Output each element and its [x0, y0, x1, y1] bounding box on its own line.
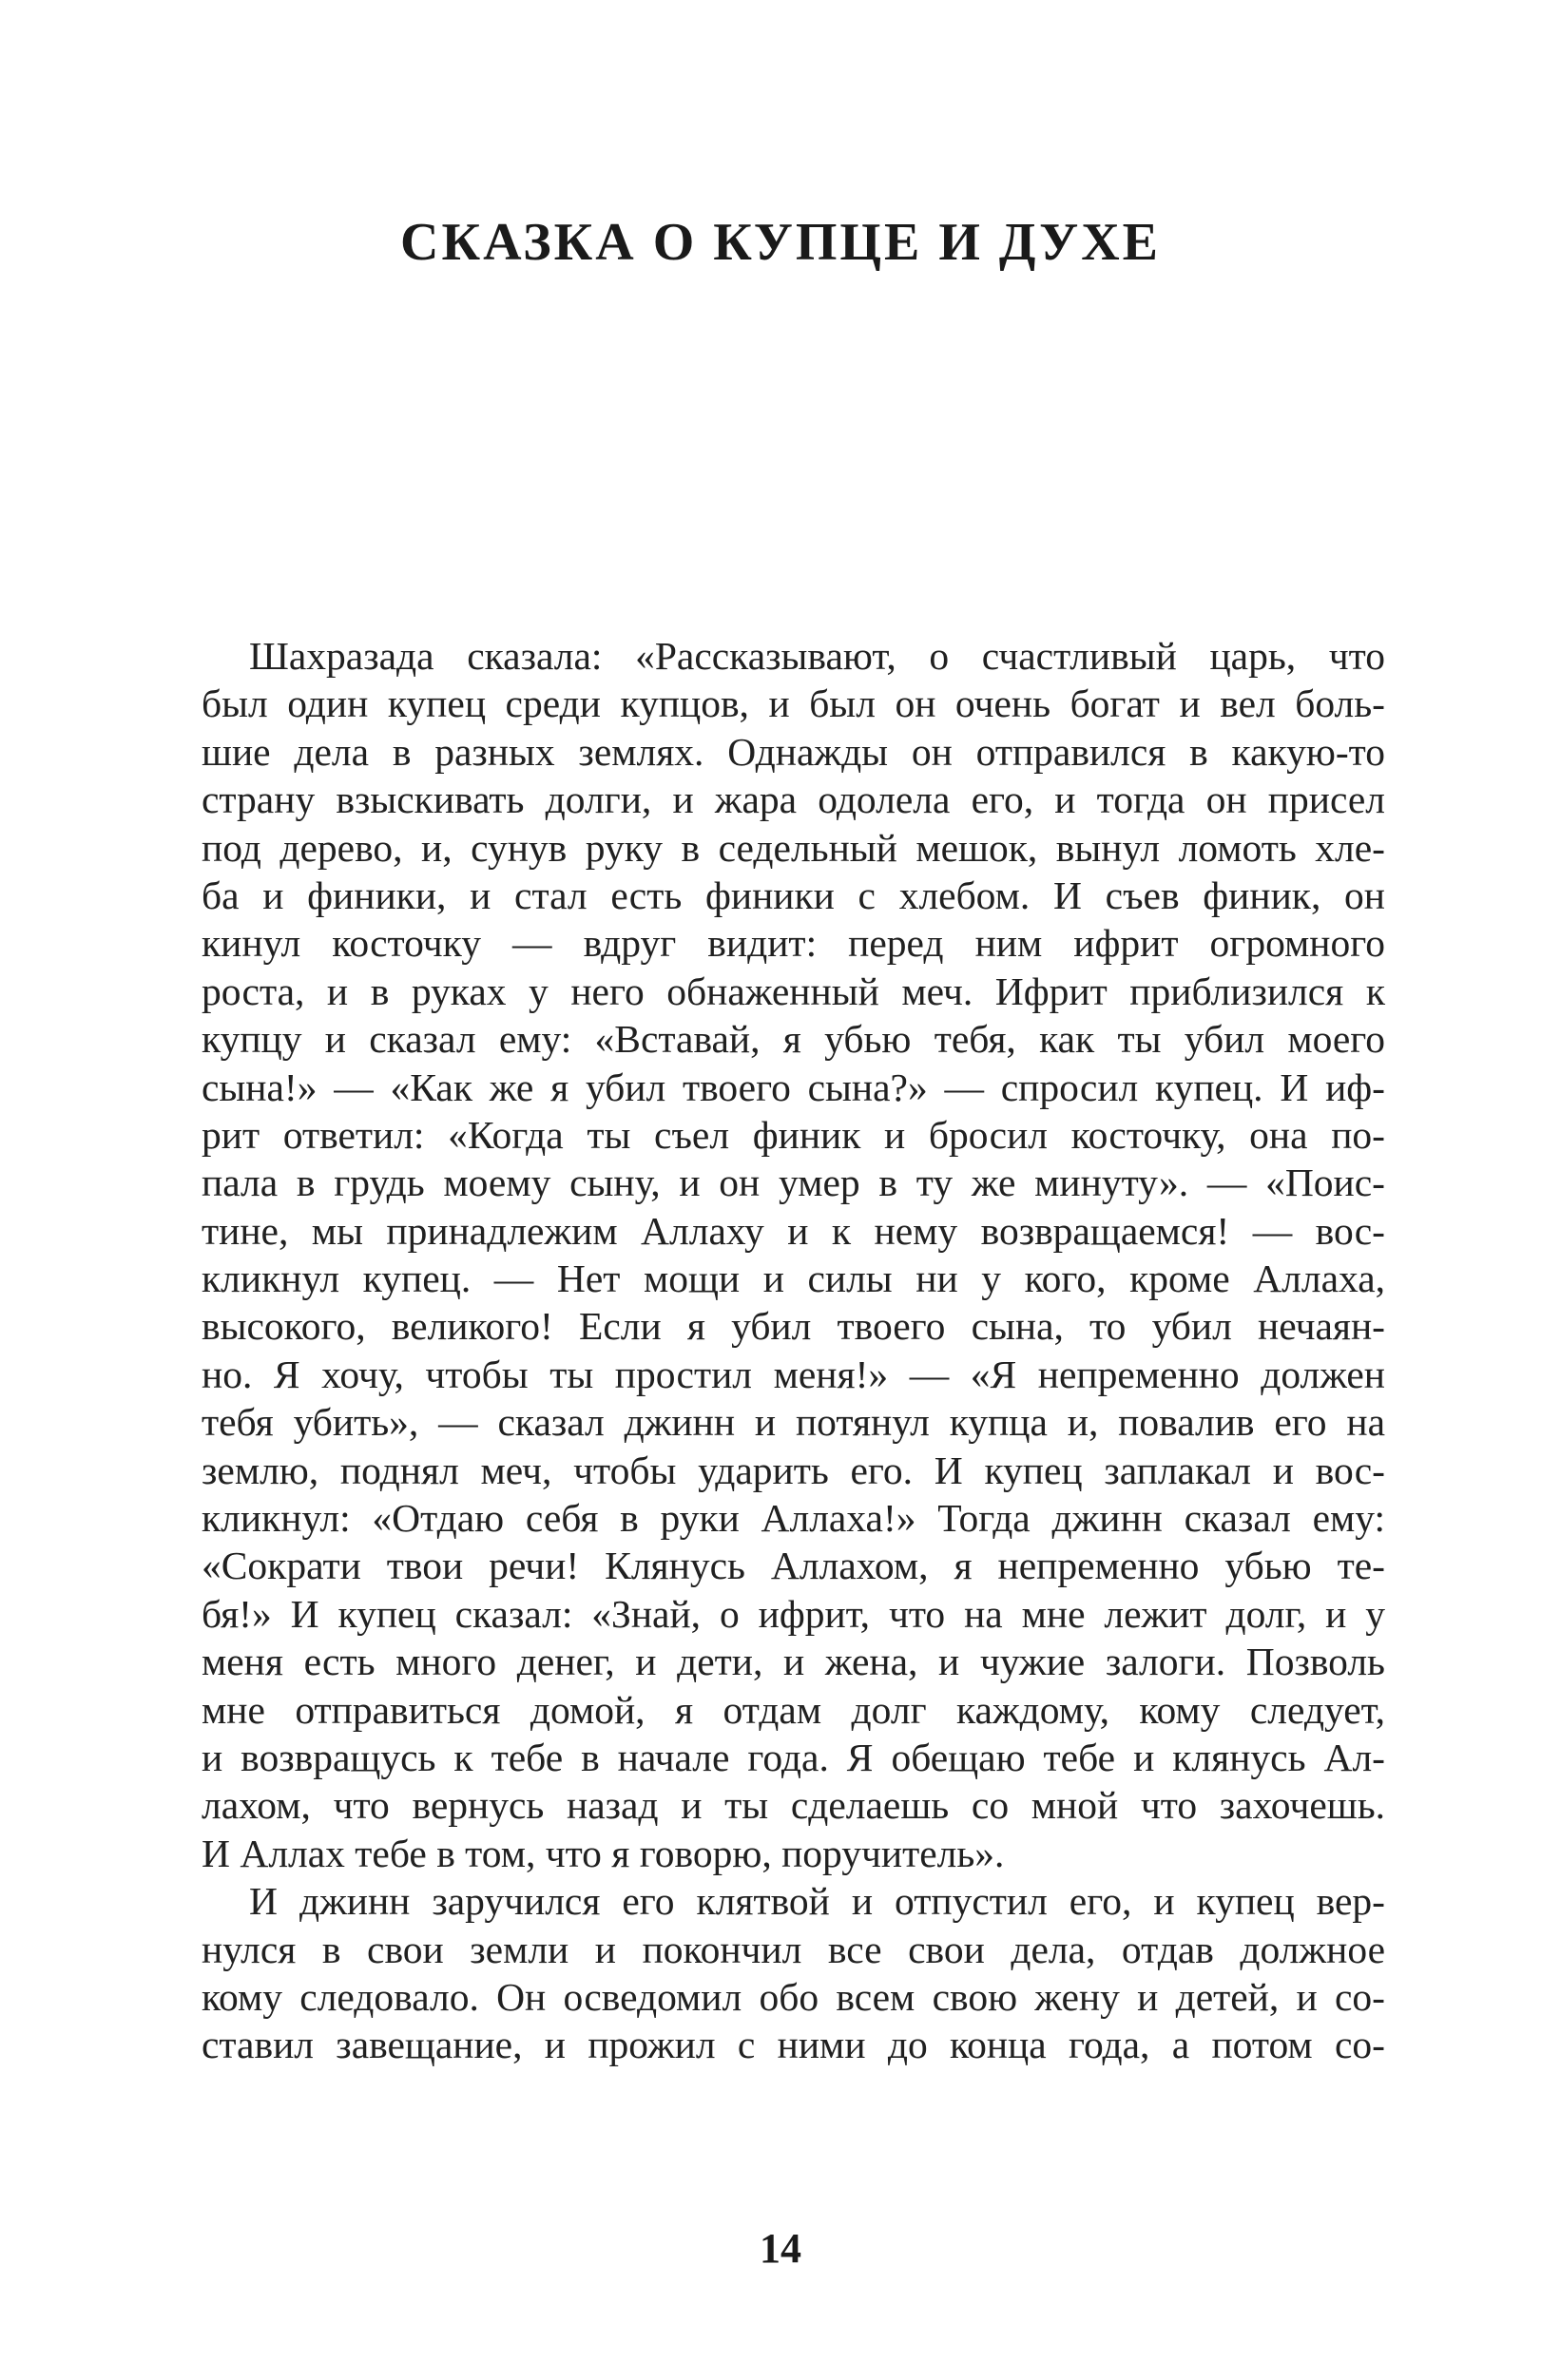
- text-line: роста, и в руках у него обнаженный меч. Ифрит приблизился к: [202, 969, 1385, 1013]
- text-line: меня есть много денег, и дети, и жена, и чужие залоги. Позволь: [202, 1640, 1385, 1684]
- paragraph: [202, 1877, 1385, 2069]
- paragraph: [202, 632, 1385, 1877]
- chapter-title: СКАЗКА О КУПЦЕ И ДУХЕ: [400, 213, 1161, 272]
- text-line: ставил завещание, и прожил с ними до конца года, а потом со-: [202, 2023, 1385, 2067]
- text-line: «Сократи твои речи! Клянусь Аллахом, я непременно убью те-: [202, 1544, 1385, 1588]
- text-line: пала в грудь моему сыну, и он умер в ту же минуту». — «Поис-: [202, 1161, 1385, 1205]
- text-line: мне отправиться домой, я отдам долг каждому, кому следует,: [202, 1687, 1385, 1732]
- text-line: тине, мы принадлежим Аллаху и к нему возвращаемся! — вос-: [202, 1208, 1385, 1253]
- text-line: высокого, великого! Если я убил твоего сына, то убил нечаян-: [202, 1304, 1385, 1349]
- text-line: И джинн заручился его клятвой и отпустил его, и купец вер-: [249, 1879, 1385, 1924]
- text-line: землю, поднял меч, чтобы ударить его. И купец заплакал и вос-: [202, 1448, 1385, 1492]
- text-line: кликнул купец. — Нет мощи и силы ни у кого, кроме Аллаха,: [202, 1257, 1385, 1301]
- text-line: кому следовало. Он осведомил обо всем свою жену и детей, и со-: [202, 1974, 1385, 2019]
- text-line: И Аллах тебе в том, что я говорю, поручитель».: [202, 1831, 1005, 1875]
- text-line: ба и финики, и стал есть финики с хлебом. И съев финик, он: [202, 873, 1385, 917]
- body-text: [202, 632, 1385, 2069]
- text-line: но. Я хочу, чтобы ты простил меня!» — «Я непременно должен: [202, 1352, 1385, 1396]
- page-number: 14: [760, 2225, 801, 2272]
- text-line: купцу и сказал ему: «Вставай, я убью тебя, как ты убил моего: [202, 1017, 1385, 1062]
- text-line: рит ответил: «Когда ты съел финик и бросил косточку, она по-: [202, 1112, 1385, 1157]
- text-line: и возвращусь к тебе в начале года. Я обещаю тебе и клянусь Ал-: [202, 1735, 1385, 1779]
- text-line: Шахразада сказала: «Рассказывают, о счастливый царь, что: [249, 634, 1385, 678]
- text-line: страну взыскивать долги, и жара одолела его, и тогда он присел: [202, 777, 1385, 822]
- text-line: сына!» — «Как же я убил твоего сына?» — спросил купец. И иф-: [202, 1065, 1385, 1109]
- text-line: бя!» И купец сказал: «Знай, о ифрит, что на мне лежит долг, и у: [202, 1591, 1385, 1636]
- text-line: под дерево, и, сунув руку в седельный мешок, вынул ломоть хле-: [202, 825, 1385, 870]
- text-line: был один купец среди купцов, и был он очень богат и вел боль-: [202, 681, 1385, 726]
- text-line: нулся в свои земли и покончил все свои дела, отдав должное: [202, 1927, 1385, 1971]
- text-line: шие дела в разных землях. Однажды он отправился в какую-то: [202, 729, 1385, 774]
- text-line: кинул косточку — вдруг видит: перед ним ифрит огромного: [202, 921, 1385, 966]
- text-line: лахом, что вернусь назад и ты сделаешь со мной что захочешь.: [202, 1783, 1385, 1828]
- text-line: тебя убить», — сказал джинн и потянул купца и, повалив его на: [202, 1400, 1385, 1445]
- text-line: кликнул: «Отдаю себя в руки Аллаха!» Тогда джинн сказал ему:: [202, 1496, 1385, 1541]
